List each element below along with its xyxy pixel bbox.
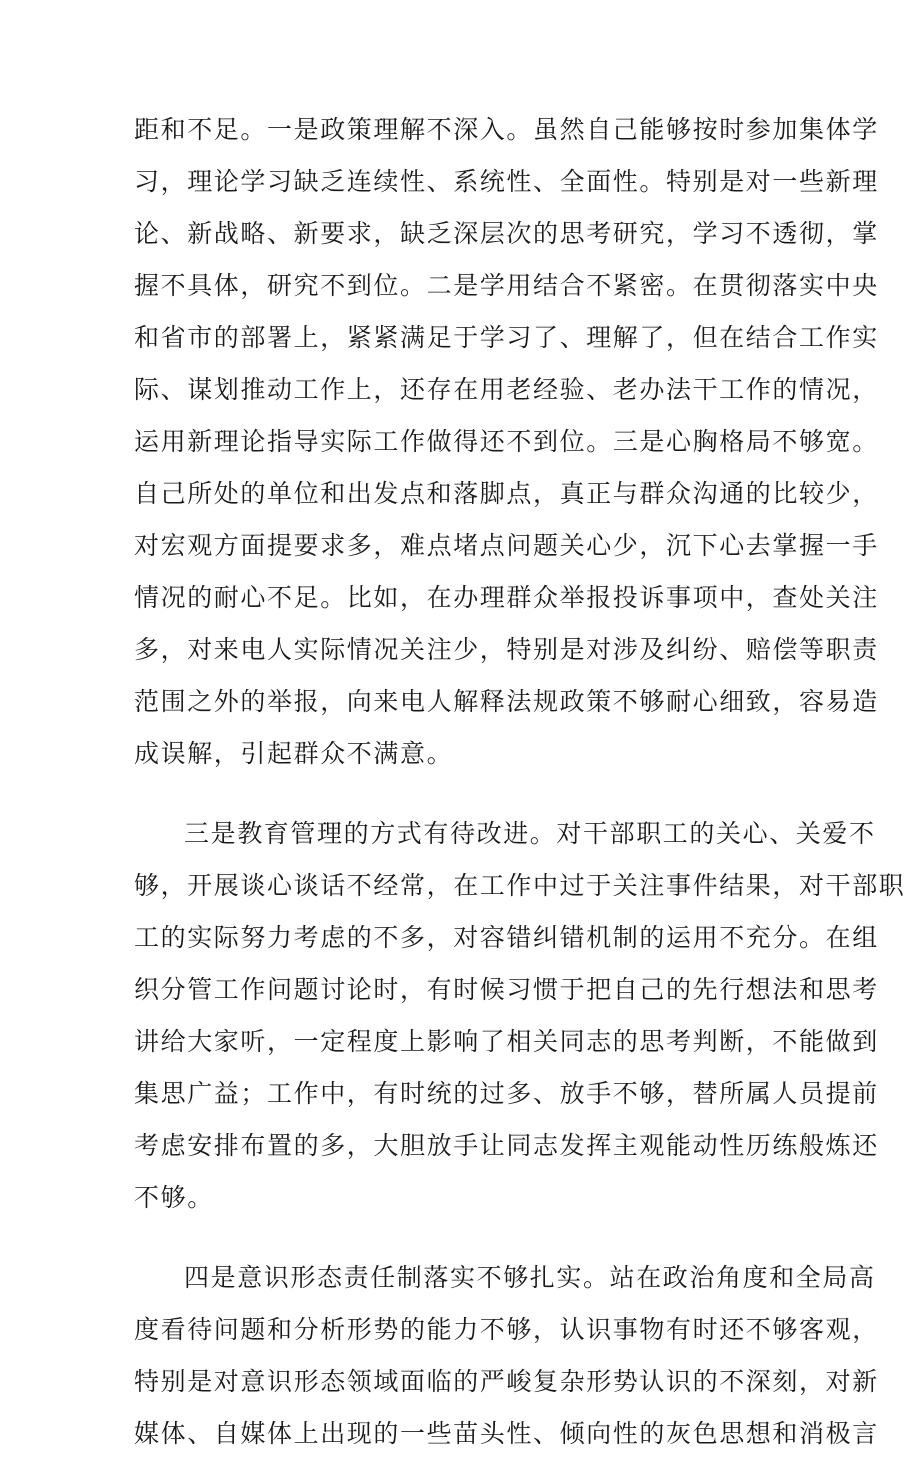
text-line: 度看待问题和分析形势的能力不够，认识事物有时还不够客观， — [134, 1315, 879, 1344]
text-line: 距和不足。一是政策理解不深入。虽然自己能够按时参加集体学 — [134, 115, 879, 144]
text-line: 够，开展谈心谈话不经常，在工作中过于关注事件结果，对干部职 — [134, 871, 906, 900]
text-line: 论、新战略、新要求，缺乏深层次的思考研究，学习不透彻，掌 — [134, 219, 879, 248]
document-body — [134, 104, 906, 1460]
text-line: 讲给大家听，一定程度上影响了相关同志的思考判断，不能做到 — [134, 1027, 879, 1056]
text-line: 习，理论学习缺乏连续性、系统性、全面性。特别是对一些新理 — [134, 167, 879, 196]
text-line: 考虑安排布置的多，大胆放手让同志发挥主观能动性历练般炼还 — [134, 1131, 879, 1160]
text-line: 四是意识形态责任制落实不够扎实。站在政治角度和全局高 — [184, 1263, 876, 1292]
text-line: 多，对来电人实际情况关注少，特别是对涉及纠纷、赔偿等职责 — [134, 635, 879, 664]
text-line: 媒体、自媒体上出现的一些苗头性、倾向性的灰色思想和消极言 — [134, 1419, 879, 1448]
text-line: 握不具体，研究不到位。二是学用结合不紧密。在贯彻落实中央 — [134, 271, 879, 300]
paragraph-2 — [134, 808, 906, 1224]
text-line: 运用新理论指导实际工作做得还不到位。三是心胸格局不够宽。 — [134, 427, 879, 456]
text-line: 织分管工作问题讨论时，有时候习惯于把自己的先行想法和思考 — [134, 975, 879, 1004]
text-line: 对宏观方面提要求多，难点堵点问题关心少，沉下心去掌握一手 — [134, 531, 879, 560]
paragraph-spacer — [134, 780, 794, 808]
text-line: 际、谋划推动工作上，还存在用老经验、老办法干工作的情况， — [134, 375, 879, 404]
paragraph-3 — [134, 1252, 879, 1460]
paragraph-1 — [134, 104, 879, 780]
paragraph-spacer — [134, 1224, 794, 1252]
text-line: 成误解，引起群众不满意。 — [134, 739, 454, 768]
text-line: 工的实际努力考虑的不多，对容错纠错机制的运用不充分。在组 — [134, 923, 879, 952]
text-line: 不够。 — [134, 1183, 214, 1212]
text-line: 自己所处的单位和出发点和落脚点，真正与群众沟通的比较少， — [134, 479, 879, 508]
text-line: 三是教育管理的方式有待改进。对干部职工的关心、关爱不 — [184, 819, 876, 848]
text-line: 集思广益；工作中，有时统的过多、放手不够，替所属人员提前 — [134, 1079, 879, 1108]
text-line: 情况的耐心不足。比如，在办理群众举报投诉事项中，查处关注 — [134, 583, 879, 612]
text-line: 范围之外的举报，向来电人解释法规政策不够耐心细致，容易造 — [134, 687, 879, 716]
text-line: 和省市的部署上，紧紧满足于学习了、理解了，但在结合工作实 — [134, 323, 879, 352]
text-line: 特别是对意识形态领域面临的严峻复杂形势认识的不深刻，对新 — [134, 1367, 879, 1396]
